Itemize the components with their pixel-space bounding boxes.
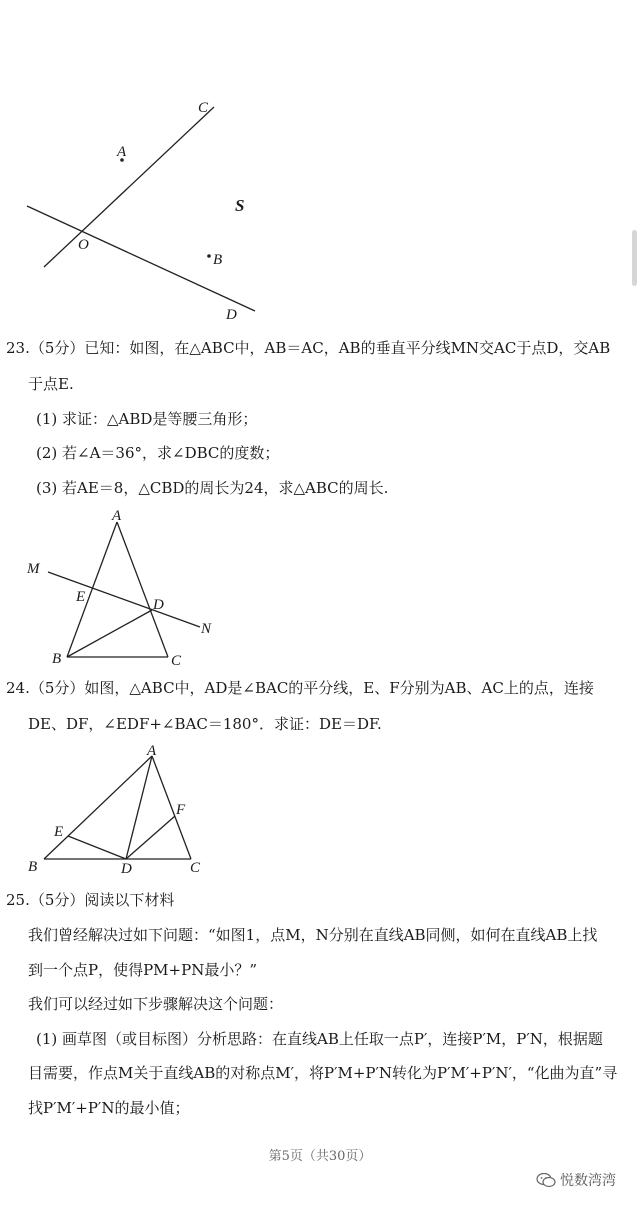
segment-df — [126, 816, 175, 859]
scrollbar-thumb[interactable] — [632, 230, 637, 286]
segment-ad — [126, 756, 152, 859]
label-c: C — [171, 653, 182, 669]
label-c: C — [198, 100, 209, 116]
label-d: D — [226, 307, 237, 323]
q25-line7: 找P′M′+P′N的最小值； — [28, 1099, 190, 1117]
label-a: A — [147, 743, 157, 759]
ray-oc — [44, 107, 214, 267]
figure-angle-bisector — [0, 742, 240, 877]
q24-line2: DE、DF，∠EDF+∠BAC＝180°．求证：DE＝DF. — [28, 715, 382, 733]
label-n: N — [201, 621, 212, 637]
figure-angle — [0, 90, 300, 325]
line-mn — [48, 572, 200, 627]
label-f: F — [176, 802, 186, 818]
q23-sub3: (3) 若AE＝8，△CBD的周长为24，求△ABC的周长. — [36, 479, 389, 497]
label-o: O — [78, 237, 89, 253]
label-s: S — [235, 196, 245, 215]
q25-line3: 到一个点P，使得PM+PN最小？” — [28, 961, 258, 979]
q25-line1: 25.（5分）阅读以下材料 — [6, 891, 175, 909]
segment-bd — [67, 610, 152, 657]
q23-sub2: (2) 若∠A＝36°，求∠DBC的度数； — [36, 444, 280, 462]
watermark — [536, 1170, 616, 1190]
label-d: D — [153, 597, 164, 613]
label-d: D — [121, 861, 132, 877]
label-e: E — [54, 824, 64, 840]
wechat-icon — [536, 1172, 556, 1188]
page-footer: 第5页（共30页） — [268, 1149, 372, 1164]
q25-line4: 我们可以经过如下步骤解决这个问题： — [28, 995, 284, 1013]
q23-line2: 于点E. — [28, 375, 74, 393]
label-b: B — [28, 859, 38, 875]
side-ab — [44, 756, 152, 859]
label-m: M — [27, 561, 40, 577]
point-b — [207, 254, 211, 258]
q23-line1: 23.（5分）已知：如图，在△ABC中，AB＝AC，AB的垂直平分线MN交AC于点D，交AB — [6, 339, 611, 357]
side-ac — [117, 522, 168, 657]
q23-sub1: (1) 求证：△ABD是等腰三角形； — [36, 410, 258, 428]
label-b: B — [213, 252, 223, 268]
label-b: B — [52, 651, 62, 667]
q25-line5: (1) 画草图（或目标图）分析思路：在直线AB上任取一点P′，连接P′M，P′N，根据题 — [36, 1030, 603, 1048]
watermark-text: 悦数湾湾 — [560, 1173, 616, 1189]
side-ab — [67, 522, 117, 657]
q25-line2: 我们曾经解决过如下问题：“如图1，点M，N分别在直线AB同侧，如何在直线AB上找 — [28, 926, 598, 944]
segment-de — [68, 836, 126, 859]
figure-triangle-bisector — [0, 505, 260, 675]
label-c: C — [190, 860, 201, 876]
label-a: A — [112, 508, 122, 524]
q24-line1: 24.（5分）如图，△ABC中，AD是∠BAC的平分线，E、F分别为AB、AC上的点，连接 — [6, 679, 594, 697]
q25-line6: 目需要，作点M关于直线AB的对称点M′，将P′M+P′N转化为P′M′+P′N′，“化曲为直”寻 — [28, 1064, 618, 1082]
label-e: E — [76, 589, 86, 605]
label-a: A — [117, 144, 127, 160]
